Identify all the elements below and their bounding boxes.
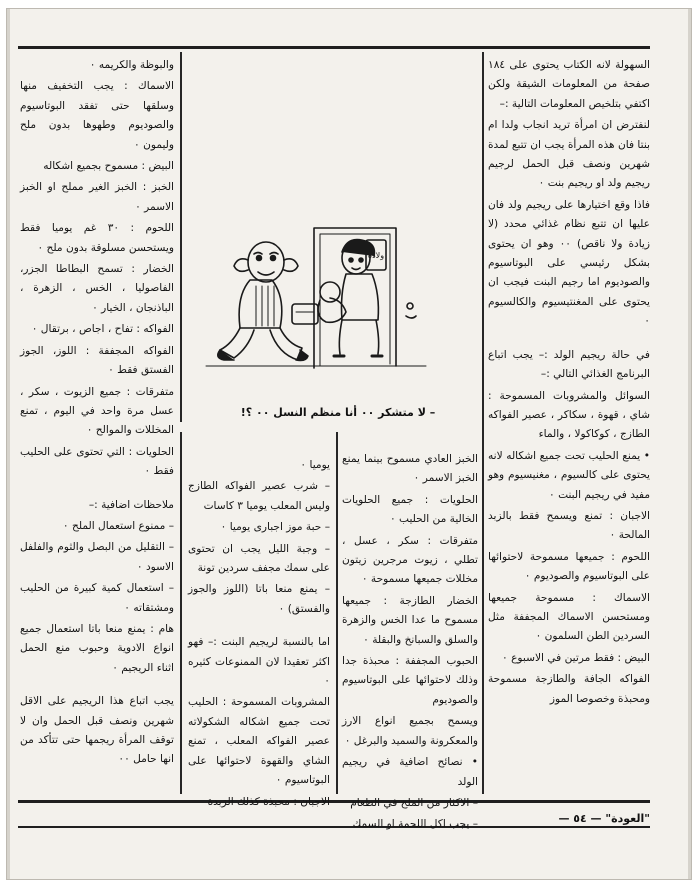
separator-middle — [336, 432, 338, 794]
paragraph: والبوظة والكريمه ٠ — [89, 59, 174, 71]
separator-left-upper — [180, 52, 182, 422]
father-hand-left — [234, 259, 248, 271]
paragraph: يجب اتباع هذا الريجيم على الاقل شهرين ونصف قبل الحمل وان لا توقف المرأة ريجمها حتى تتأكد من انها حامل ٠٠ — [20, 695, 174, 766]
paragraph: – يجب اكل اللحمة او السمك — [352, 818, 478, 831]
paragraph: الاجبان : تمنع ويسمح فقط بالزبد المالحة ٠ — [488, 509, 650, 542]
paragraph: الحلويات : التي تحتوى على الحليب فقط ٠ — [20, 445, 174, 478]
paragraph: الفواكه المجففة : اللوز، الجوز الفستق فقط ٠ — [20, 344, 174, 377]
page-footer: "العودة" — ٥٤ — — [558, 812, 650, 825]
bottom-rule — [18, 800, 650, 803]
paragraph: هام : يمنع منعا باتا استعمال جميع انواع الادوية وحبوب منع الحمل اثناء الريجيم ٠ — [20, 622, 174, 674]
father-hand-right — [284, 259, 298, 271]
father-head — [248, 242, 284, 282]
paragraph: المشروبات المسموحة : الحليب تحت جميع اشكاله الشكولاته عصير الفواكه المعلب ، تمنع الشاي والقهوة لاحتوائها على البوتاسيوم ٠ — [188, 696, 330, 787]
separator-right — [482, 52, 484, 794]
top-rule — [18, 46, 650, 49]
baby-head — [320, 282, 340, 302]
father-leg — [220, 328, 254, 358]
footer-rule — [18, 826, 650, 828]
paragraph: السهولة لانه الكتاب يحتوى على ١٨٤ صفحة من المعلومات الشيقة ولكن اكتفي بتلخيص المعلومات التالية :– — [488, 59, 650, 110]
paragraph: الخبز العادي مسموح بينما يمنع الخبز الاسمر ٠ — [342, 453, 478, 485]
paragraph: ويسمح بجميع انواع الارز والمعكرونة والسميد والبرغل ٠ — [342, 715, 478, 747]
spacer — [20, 484, 174, 496]
paragraph: اما بالنسبة لريجيم البنت :– فهو اكثر تعقيدا لان الممنوعات كثيره ٠ — [188, 636, 330, 688]
paragraph: متفرقات : جميع الزيوت ، سكر ، عسل مرة واحد في اليوم ، تمنع المخللات والموالح ٠ — [20, 385, 174, 437]
door-sign-label: ولاده — [367, 251, 385, 260]
spacer — [488, 334, 650, 346]
paragraph: الاجبان : محبذة كذلك الزبدة — [207, 795, 330, 808]
cartoon-illustration — [196, 216, 442, 376]
spacer — [188, 621, 330, 633]
paragraph: السوائل والمشروبات المسموحة : شاي ، قهوة ، سكاكر ، عصير الفواكه الطازج ، كوكاكولا ، والماء — [488, 389, 650, 441]
column-middle-left — [188, 456, 330, 808]
paragraph: الخبز : الخبز الغير مملح او الخبز الاسمر ٠ — [20, 181, 174, 213]
paragraph: الحلويات : جميع الحلويات الخالية من الحليب ٠ — [342, 493, 478, 526]
column-middle-right — [342, 450, 478, 831]
paragraph: – استعمال كمية كبيرة من الحليب ومشتقاته ٠ — [20, 582, 174, 614]
paragraph: الاسماك : مسموحة جميعها ومستحسن الاسماك المجففة مثل السردين الطن السلمون ٠ — [488, 591, 650, 643]
paragraph: • نصائح اضافية في ريجيم الولد — [342, 756, 478, 788]
paragraph: الاسماك : يجب التخفيف منها وسلقها حتى تفقد البوتاسيوم والصوديوم وطهوها بدون ملح وليمون ٠ — [20, 80, 174, 151]
cartoon-caption: – لا متشكر ٠٠ أنا منظم النسل ٠٠ ؟! — [240, 406, 436, 419]
paragraph: لنفترض ان امرأة تريد انجاب ولدا ام بنتا فان هذه المرأة يجب ان تتبع لمدة شهرين ونصف قبل الحمل لرجيم ريجيم ولد او ريجيم بنت ٠ — [488, 119, 650, 190]
scan-edge-left — [7, 9, 10, 879]
paragraph: – ممنوع استعمال الملح ٠ — [62, 519, 174, 532]
father-body — [239, 280, 282, 328]
paragraph: اللحوم : ٣٠ غم يوميا فقط ويستحسن مسلوقة بدون ملح ٠ — [20, 222, 174, 254]
paragraph: اللحوم : جميعها مسموحة لاحتوائها على البوتاسيوم والصوديوم ٠ — [488, 550, 650, 583]
paragraph: – شرب عصير الفواكه الطازج وليس المعلب يوميا ٣ كاسات — [188, 480, 330, 512]
paragraph: – وجبة الليل يجب ان تحتوى على سمك مجفف سردين تونة — [188, 542, 330, 575]
column-right — [488, 56, 650, 800]
paragraph: الخضار : تسمح البطاطا الجزر، الفاصوليا ، الخس ، الزهرة ، الباذنجان ، الخيار ٠ — [20, 263, 174, 314]
paragraph: • يمنع الحليب تحت جميع اشكاله لانه يحتوى على كالسيوم ، مغنيسيوم وهو مفيد في ريجيم البنت ٠ — [488, 449, 650, 501]
paragraph: في حالة ريجيم الولد :– يجب اتباع البرنامج الغذائي التالي :– — [488, 348, 650, 381]
mother-dress — [342, 274, 379, 320]
paragraph: ملاحظات اضافية :– — [88, 498, 174, 511]
spacer — [20, 680, 174, 692]
column-left — [20, 56, 174, 800]
paragraph: فاذا وقع اختيارها على ريجيم ولد فان عليها ان تتبع نظام غذائي محدد (لا زيادة ولا ناقص) ٠٠ وهو ان يحتوى بشكل رئيسي على البوتاسيوم والصوديوم اما رجيم البنت فيجب ان يحتوى على المغنتيسيوم والكالسيوم ٠ — [488, 198, 650, 328]
scan-edge-right — [688, 9, 691, 879]
paragraph: يوميا ٠ — [300, 459, 330, 471]
paragraph: – الاكثار من الملح في الطعام — [350, 796, 478, 809]
paragraph: الحبوب المجففة : محبذة جدا وذلك لاحتوائها على البوتاسيوم والصوديوم — [342, 655, 478, 706]
paragraph: – حبة موز اجبارى يوميا ٠ — [220, 521, 330, 534]
paragraph: – التقليل من البصل والثوم والفلفل الاسود ٠ — [20, 541, 174, 573]
paragraph: الفواكه الجافة والطازجة مسموحة ومحبذة وخصوصا الموز — [488, 673, 650, 705]
paragraph: – يمنع منعا باتا (اللوز والجوز والفستق) ٠ — [188, 583, 330, 615]
paragraph: متفرقات : سكر ، عسل ، تطلي ، زيوت مرجرين زيتون مخللات جميعها مسموحة ٠ — [342, 534, 478, 586]
paragraph: الفواكه : تفاح ، اجاص ، برتقال ٠ — [31, 323, 174, 336]
paragraph: البيض : مسموح بجميع اشكاله — [43, 160, 174, 173]
paragraph: الخضار الطازجة : جميعها مسموح ما عدا الخس والزهرة والسلق والسبانخ والبقلة ٠ — [342, 594, 478, 646]
separator-left-lower — [180, 432, 182, 794]
paragraph: البيض : فقط مرتين في الاسبوع ٠ — [502, 651, 650, 664]
